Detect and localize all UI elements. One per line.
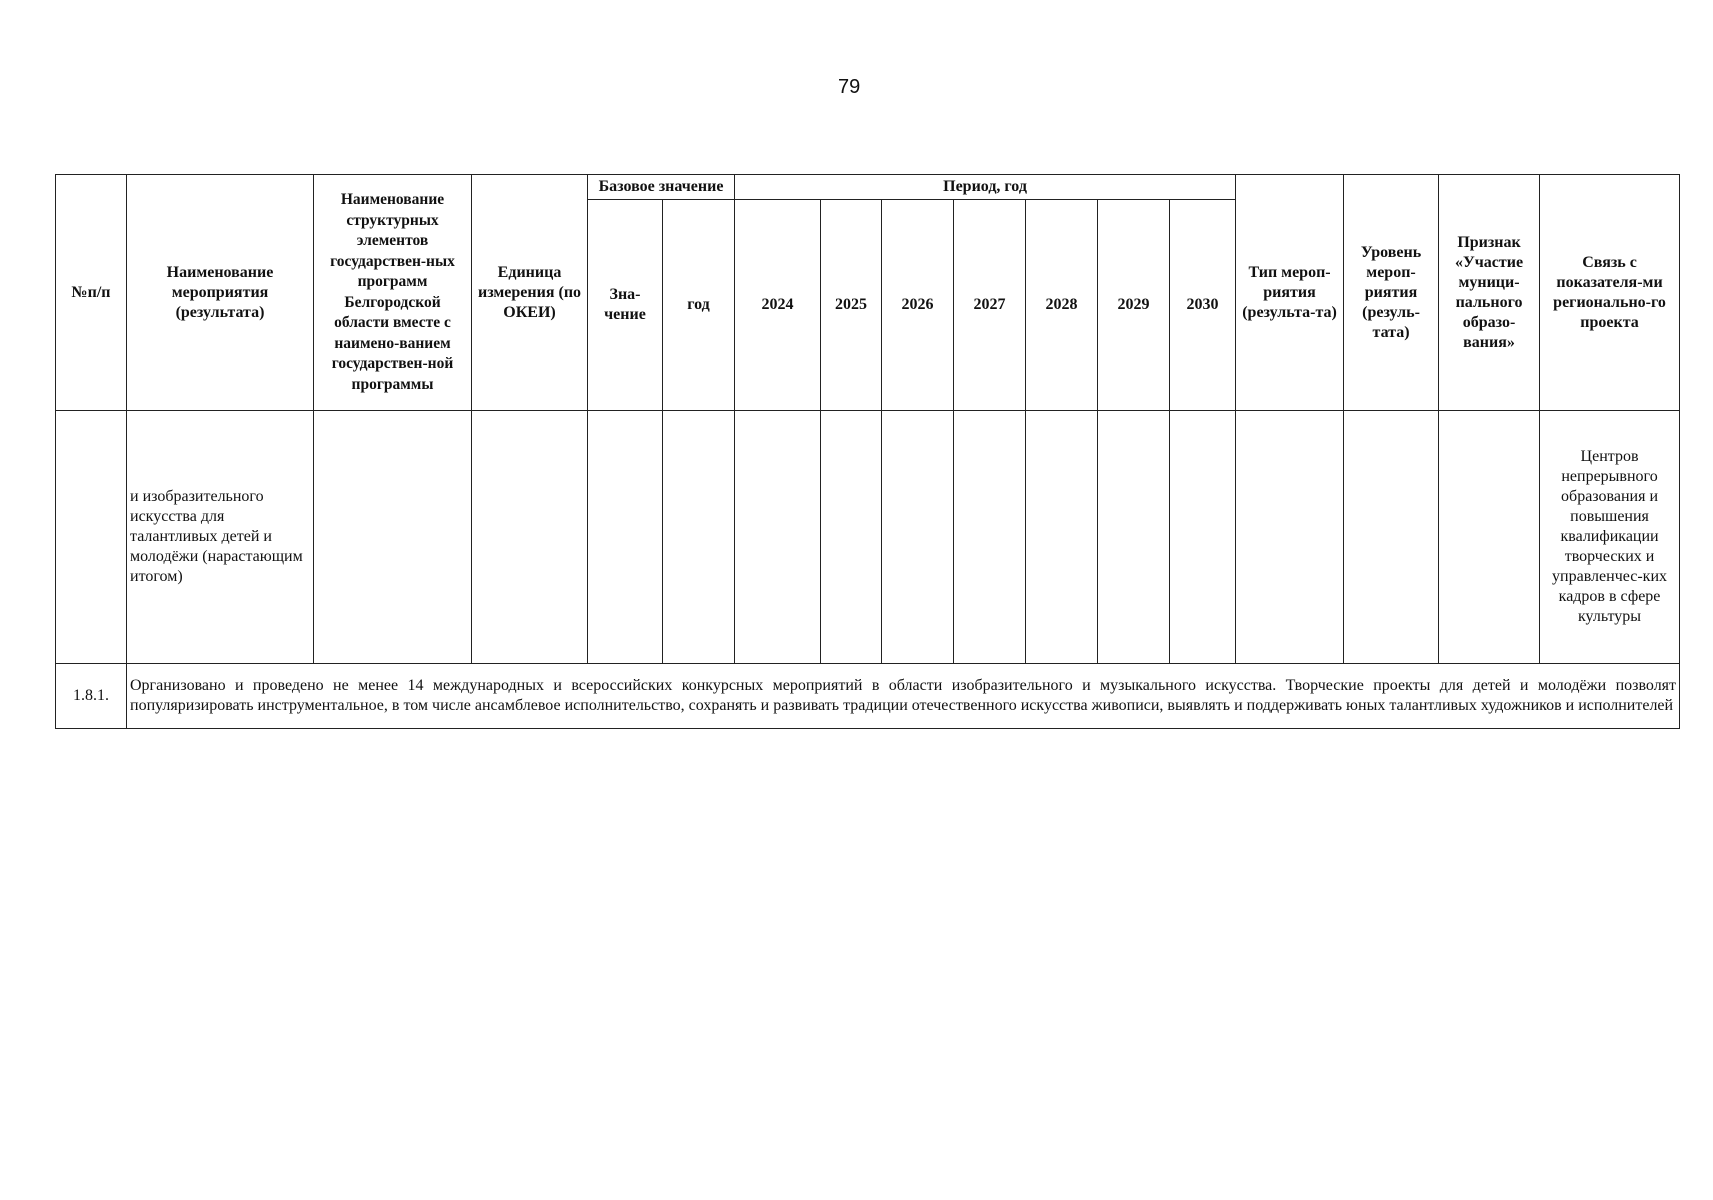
header-event-level: Уровень мероп-риятия (резуль-тата) xyxy=(1344,175,1439,411)
row-structural-elements-cell xyxy=(314,411,472,664)
header-period: Период, год xyxy=(735,175,1236,200)
row-event-level-cell xyxy=(1344,411,1439,664)
row-unit-cell xyxy=(472,411,588,664)
row-num-cell xyxy=(56,411,127,664)
description-text: Организовано и проведено не менее 14 международных и всероссийских конкурсных мероприятий в области изобразительного и музыкального искусства. Творческие проекты для детей и молодёжи позволят популяризировать инструментальное, в том числе ансамблевое исполнительство, сохранять и развивать традиции отечественного искусства живописи, выявлять и поддерживать юных талантливых художников и исполнителей xyxy=(127,664,1680,729)
header-structural-elements: Наименование структурных элементов государствен-ных программ Белгородской области вместе с наимено-ванием государствен-ной программы xyxy=(314,175,472,411)
row-municipal-cell xyxy=(1439,411,1540,664)
header-year-2030: 2030 xyxy=(1170,200,1236,411)
row-2027-cell xyxy=(954,411,1026,664)
row-2025-cell xyxy=(821,411,882,664)
header-base-value: Базовое значение xyxy=(588,175,735,200)
header-year-2024: 2024 xyxy=(735,200,821,411)
row-base-value-cell xyxy=(588,411,663,664)
header-event-type: Тип мероп-риятия (результа-та) xyxy=(1236,175,1344,411)
header-base-value-sub: Зна-чение xyxy=(588,200,663,411)
row-2028-cell xyxy=(1026,411,1098,664)
header-year-2028: 2028 xyxy=(1026,200,1098,411)
header-unit: Единица измерения (по ОКЕИ) xyxy=(472,175,588,411)
header-year-2026: 2026 xyxy=(882,200,954,411)
header-base-year: год xyxy=(663,200,735,411)
row-2024-cell xyxy=(735,411,821,664)
events-table xyxy=(55,174,1680,729)
row-event-type-cell xyxy=(1236,411,1344,664)
row-base-year-cell xyxy=(663,411,735,664)
row-link: Центров непрерывного образования и повышения квалификации творческих и управленчес-ких кадров в сфере культуры xyxy=(1540,411,1680,664)
row-2029-cell xyxy=(1098,411,1170,664)
row-event-name: и изобразительного искусства для талантливых детей и молодёжи (нарастающим итогом) xyxy=(127,411,314,664)
header-link: Связь с показателя-ми регионально-го проекта xyxy=(1540,175,1680,411)
row-2030-cell xyxy=(1170,411,1236,664)
description-num: 1.8.1. xyxy=(56,664,127,729)
header-year-2027: 2027 xyxy=(954,200,1026,411)
header-year-2025: 2025 xyxy=(821,200,882,411)
header-num: №п/п xyxy=(56,175,127,411)
header-year-2029: 2029 xyxy=(1098,200,1170,411)
page-number: 79 xyxy=(838,76,861,98)
header-municipal: Признак «Участие муници-пального образо-вания» xyxy=(1439,175,1540,411)
row-2026-cell xyxy=(882,411,954,664)
header-event-name: Наименование мероприятия (результата) xyxy=(127,175,314,411)
